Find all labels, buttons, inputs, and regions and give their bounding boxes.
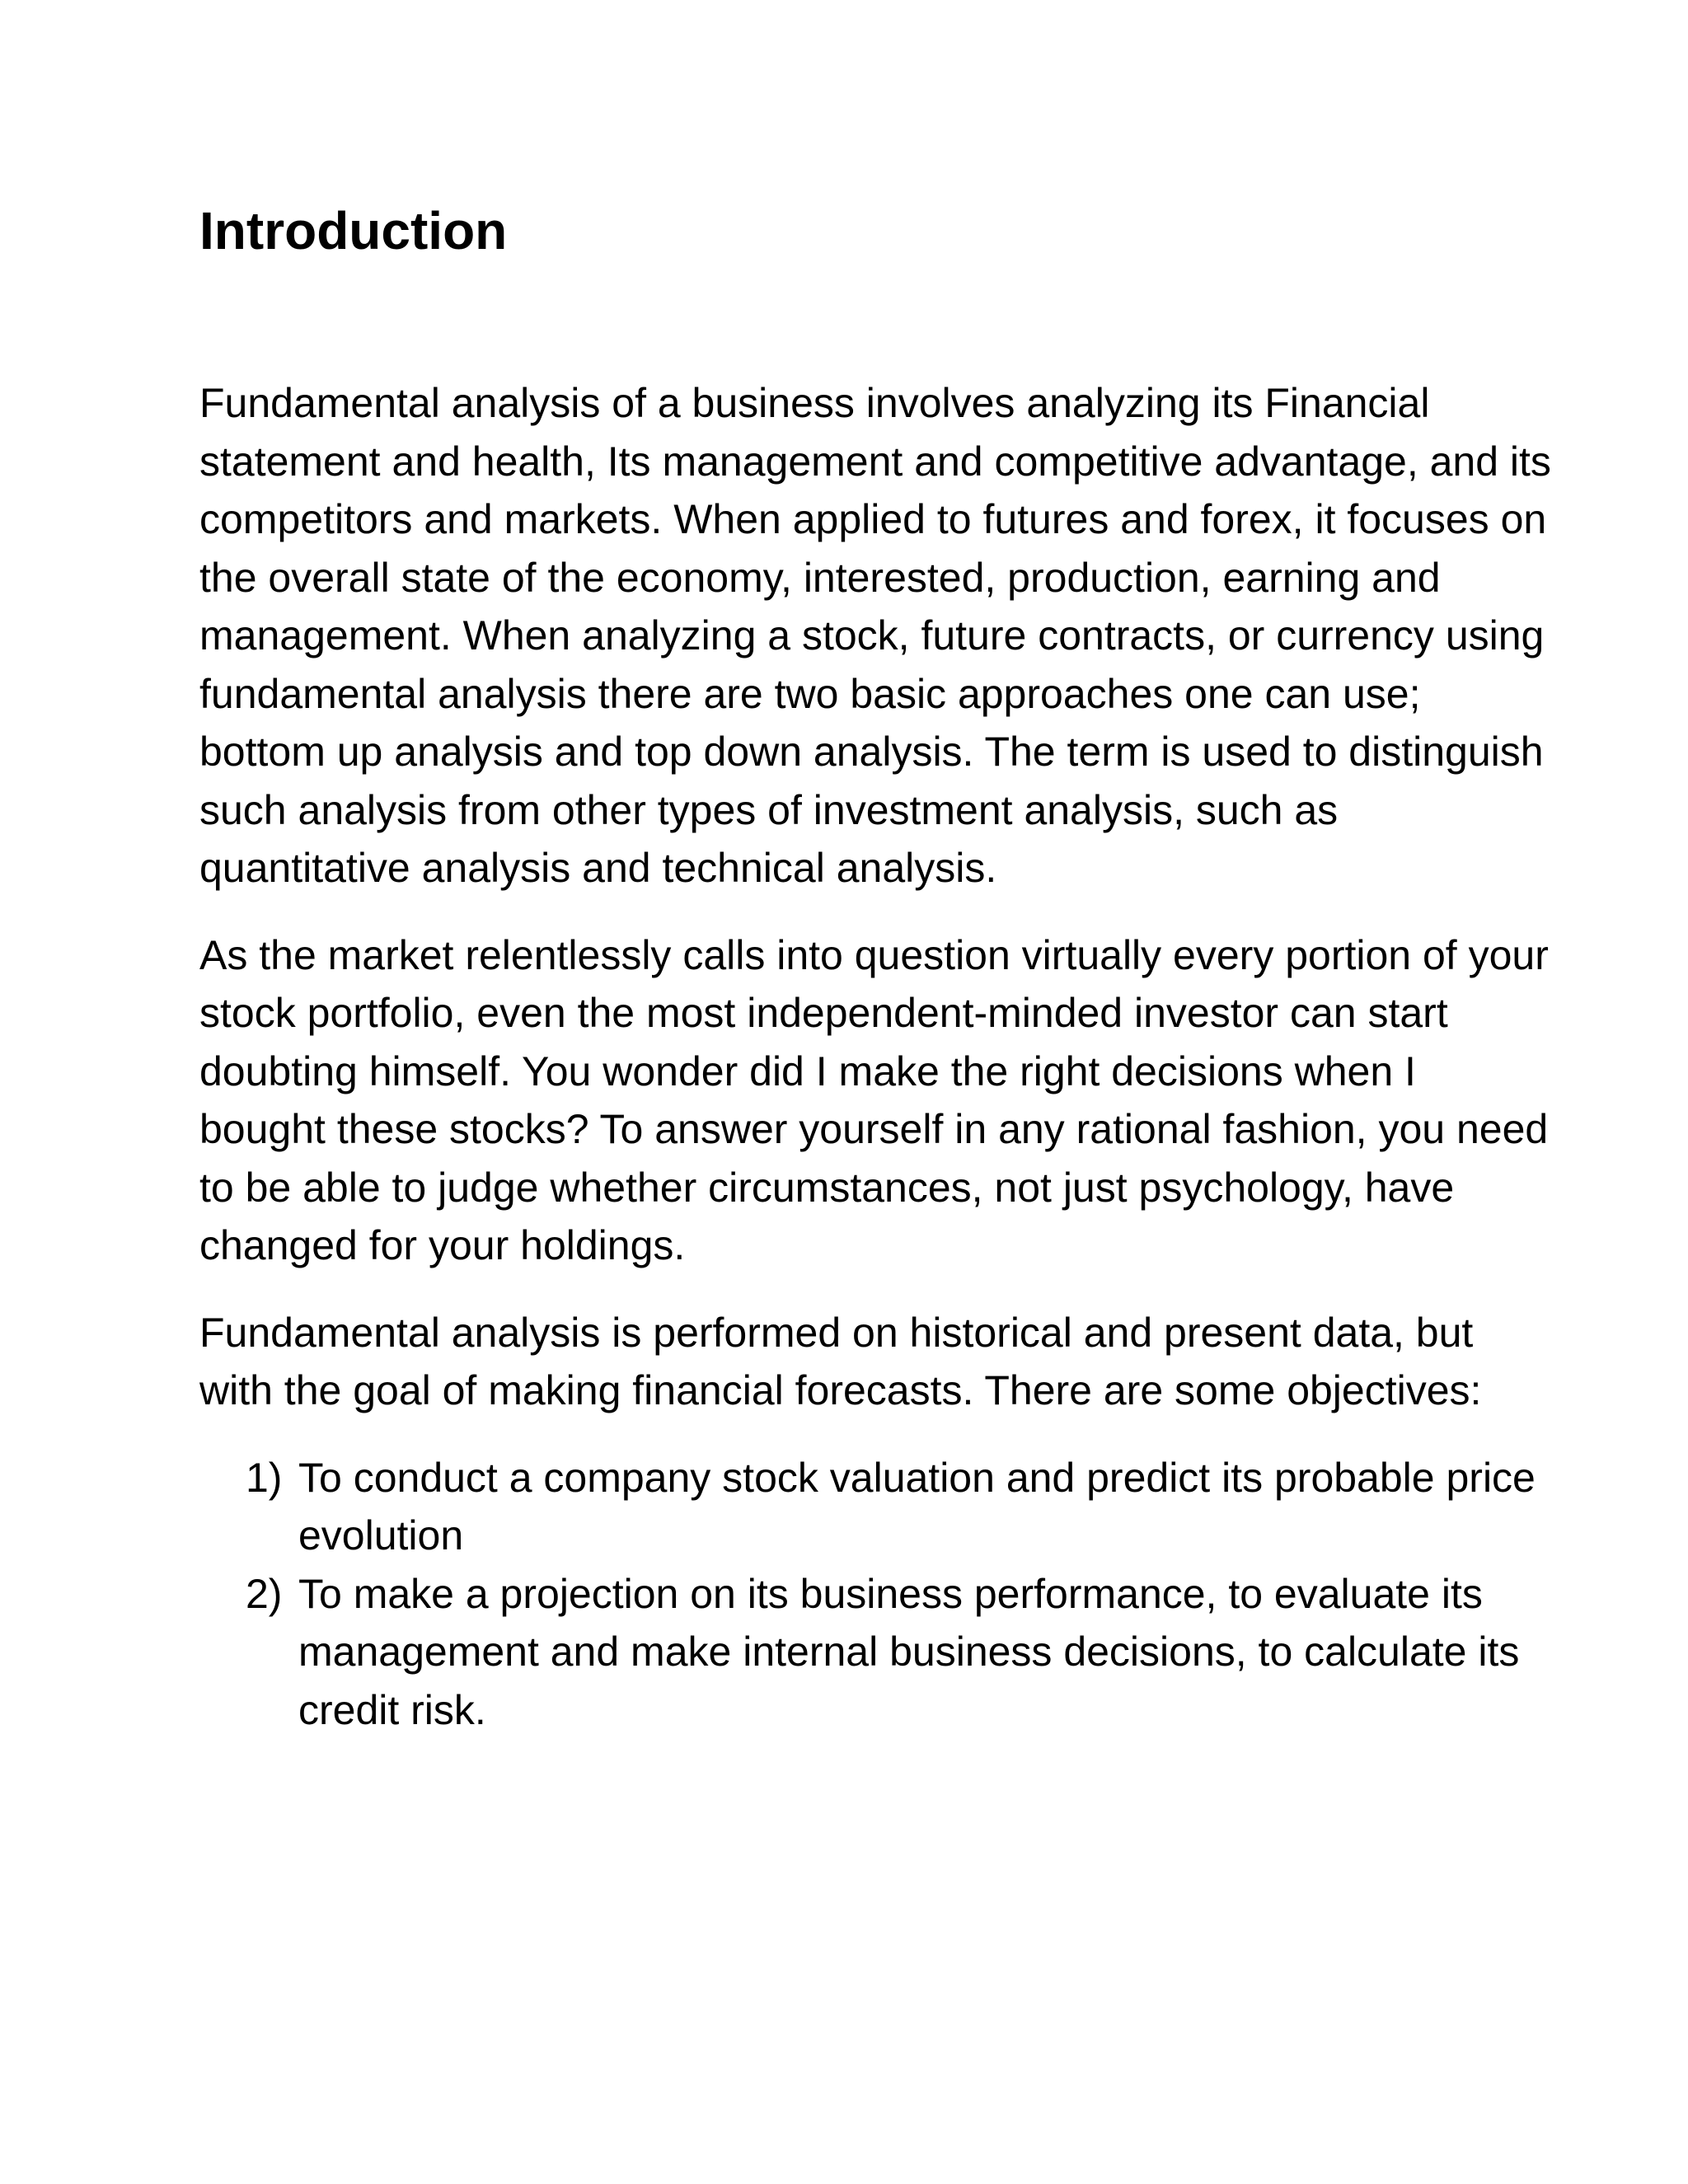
page-title: Introduction	[199, 201, 508, 260]
paragraph-1: Fundamental analysis of a business involves analyzing its Financial statement and health, Its management and competitive advantage, and its competitors and markets. When applied to futures and forex, it focuses on the overall state of the economy, interested, production, earning and management. When analyzing a stock, future contracts, or currency using fundamental analysis there are two basic approaches one can use; bottom up analysis and top down analysis. The term is used to distinguish such analysis from other types of investment analysis, such as quantitative analysis and technical analysis.	[199, 380, 1551, 891]
list-item	[199, 1449, 1551, 1565]
list-item	[199, 1565, 1551, 1740]
list-item-text: To make a projection on its business performance, to evaluate its management and make internal business decisions, to calculate its credit risk.	[298, 1570, 1520, 1733]
objectives-list	[199, 1449, 1551, 1740]
document-body	[199, 198, 1551, 1739]
paragraph-3: Fundamental analysis is performed on historical and present data, but with the goal of making financial forecasts. There are some objectives:	[199, 1309, 1482, 1413]
list-item-text: To conduct a company stock valuation and predict its probable price evolution	[298, 1454, 1536, 1558]
list-item-number: 1)	[246, 1454, 283, 1501]
list-item-number: 2)	[246, 1570, 283, 1617]
paragraph-2: As the market relentlessly calls into question virtually every portion of your stock portfolio, even the most independent-minded investor can start doubting himself. You wonder did I make the right decisions when I bought these stocks? To answer yourself in any rational fashion, you need to be able to judge whether circumstances, not just psychology, have changed for your holdings.	[199, 931, 1549, 1268]
